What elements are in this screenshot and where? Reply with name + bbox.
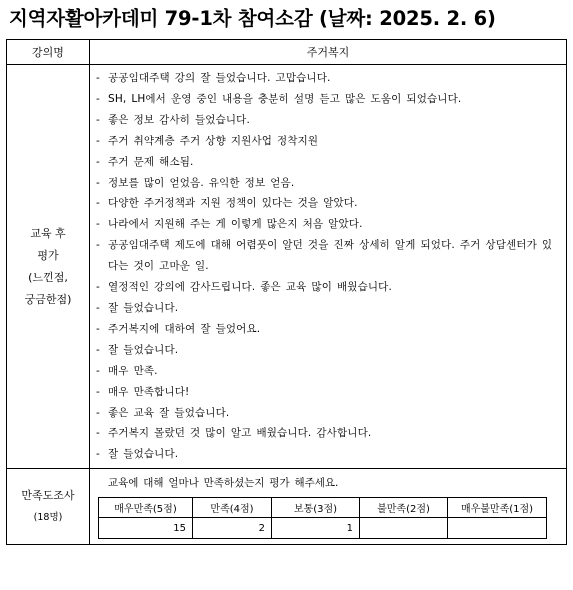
comment-item xyxy=(96,277,560,298)
comment-text: 좋은 정보 감사히 들었습니다. xyxy=(108,113,250,126)
satisfaction-label-cell xyxy=(7,469,90,545)
score-value-very-satisfied: 15 xyxy=(99,518,193,539)
score-value-very-dissatisfied xyxy=(448,518,547,539)
bullet-dash: - xyxy=(96,176,100,189)
bullet-dash: - xyxy=(96,448,100,461)
document-title: 지역자활아카데미 79-1차 참여소감 (날짜: 2025. 2. 6) xyxy=(9,7,496,30)
comment-item xyxy=(96,298,560,319)
comment-item xyxy=(96,131,560,152)
bullet-dash: - xyxy=(96,322,100,335)
comment-item xyxy=(96,319,560,340)
header-row xyxy=(7,40,567,65)
score-value-satisfied: 2 xyxy=(193,518,272,539)
comment-text: 나라에서 지원해 주는 게 이렇게 많은지 처음 알았다. xyxy=(108,218,363,231)
bullet-dash: - xyxy=(96,406,100,419)
bullet-dash: - xyxy=(96,197,100,210)
comment-text: 주거 문제 해소됨. xyxy=(108,155,194,168)
lecture-name-header: 강의명 xyxy=(7,40,90,65)
comments-cell xyxy=(90,65,567,469)
score-header-very-dissatisfied: 매우불만족(1점) xyxy=(448,498,547,518)
comment-item xyxy=(96,423,560,444)
evaluation-label-line3: (느낀점, xyxy=(28,270,68,284)
comment-item xyxy=(96,361,560,382)
comment-text: 다양한 주거정책과 지원 정책이 있다는 것을 알았다. xyxy=(108,197,358,210)
bullet-dash: - xyxy=(96,281,100,294)
comment-text: 주거 취약계층 주거 상향 지원사업 정착지원 xyxy=(108,134,319,147)
comment-item xyxy=(96,235,560,277)
comment-text: 주거복지 몰랐던 것 많이 알고 배웠습니다. 감사합니다. xyxy=(108,427,372,440)
score-value-neutral: 1 xyxy=(272,518,360,539)
comment-text: 잘 들었습니다. xyxy=(108,301,179,314)
comment-text: 잘 들었습니다. xyxy=(108,448,179,461)
score-header-dissatisfied: 불만족(2점) xyxy=(360,498,448,518)
bullet-dash: - xyxy=(96,72,100,84)
evaluation-label-line2: 평가 xyxy=(37,248,59,262)
bullet-dash: - xyxy=(96,301,100,314)
bullet-dash: - xyxy=(96,134,100,147)
comment-item xyxy=(96,89,560,110)
comment-text: 주거복지에 대하여 잘 들었어요. xyxy=(108,322,261,335)
comment-text: 매우 만족. xyxy=(108,364,158,377)
comment-item xyxy=(96,193,560,214)
score-header-satisfied: 만족(4점) xyxy=(193,498,272,518)
scores-header-row xyxy=(99,498,547,518)
satisfaction-question: 교육에 대해 얼마나 만족하셨는지 평가 해주세요. xyxy=(108,477,339,490)
scores-value-row xyxy=(99,518,547,539)
evaluation-row xyxy=(7,65,567,469)
comment-item xyxy=(96,152,560,173)
survey-table xyxy=(6,39,567,545)
satisfaction-row xyxy=(7,469,567,545)
evaluation-label-line4: 궁금한점) xyxy=(24,292,72,306)
bullet-dash: - xyxy=(96,239,100,252)
comment-item xyxy=(96,173,560,194)
satisfaction-scores-table xyxy=(98,497,547,539)
comment-text: 매우 만족합니다! xyxy=(108,385,190,398)
score-value-dissatisfied xyxy=(360,518,448,539)
lecture-name-value: 주거복지 xyxy=(90,40,567,65)
bullet-dash: - xyxy=(96,92,100,105)
comment-item xyxy=(96,444,560,465)
comment-item xyxy=(96,382,560,403)
comment-item xyxy=(96,110,560,131)
bullet-dash: - xyxy=(96,218,100,231)
bullet-dash: - xyxy=(96,364,100,377)
comment-text: 좋은 교육 잘 들었습니다. xyxy=(108,406,230,419)
score-header-neutral: 보통(3점) xyxy=(272,498,360,518)
comment-item xyxy=(96,68,560,89)
comment-text: 공공임대주택 제도에 대해 어렴풋이 알던 것을 진짜 상세히 알게 되었다. 주거 상담센터가 있다는 것이 고마운 일. xyxy=(108,239,553,273)
score-header-very-satisfied: 매우만족(5점) xyxy=(99,498,193,518)
comment-text: 열정적인 강의에 감사드립니다. 좋은 교육 많이 배웠습니다. xyxy=(108,281,392,294)
comment-text: 정보를 많이 얻었음. 유익한 정보 얻음. xyxy=(108,176,295,189)
comment-item xyxy=(96,403,560,424)
bullet-dash: - xyxy=(96,155,100,168)
satisfaction-label: 만족도조사 xyxy=(21,488,75,502)
bullet-dash: - xyxy=(96,113,100,126)
satisfaction-cell xyxy=(90,469,567,545)
bullet-dash: - xyxy=(96,343,100,356)
comments-list xyxy=(90,65,566,468)
comment-item xyxy=(96,214,560,235)
bullet-dash: - xyxy=(96,385,100,398)
evaluation-label-line1: 교육 후 xyxy=(30,226,66,240)
evaluation-label xyxy=(7,65,90,469)
respondent-count: (18명) xyxy=(33,511,63,523)
comment-text: 공공임대주택 강의 잘 들었습니다. 고맙습니다. xyxy=(108,72,331,84)
comment-text: SH, LH에서 운영 중인 내용을 충분히 설명 듣고 많은 도움이 되었습니다. xyxy=(108,92,462,105)
bullet-dash: - xyxy=(96,427,100,440)
comment-item xyxy=(96,340,560,361)
comment-text: 잘 들었습니다. xyxy=(108,343,179,356)
